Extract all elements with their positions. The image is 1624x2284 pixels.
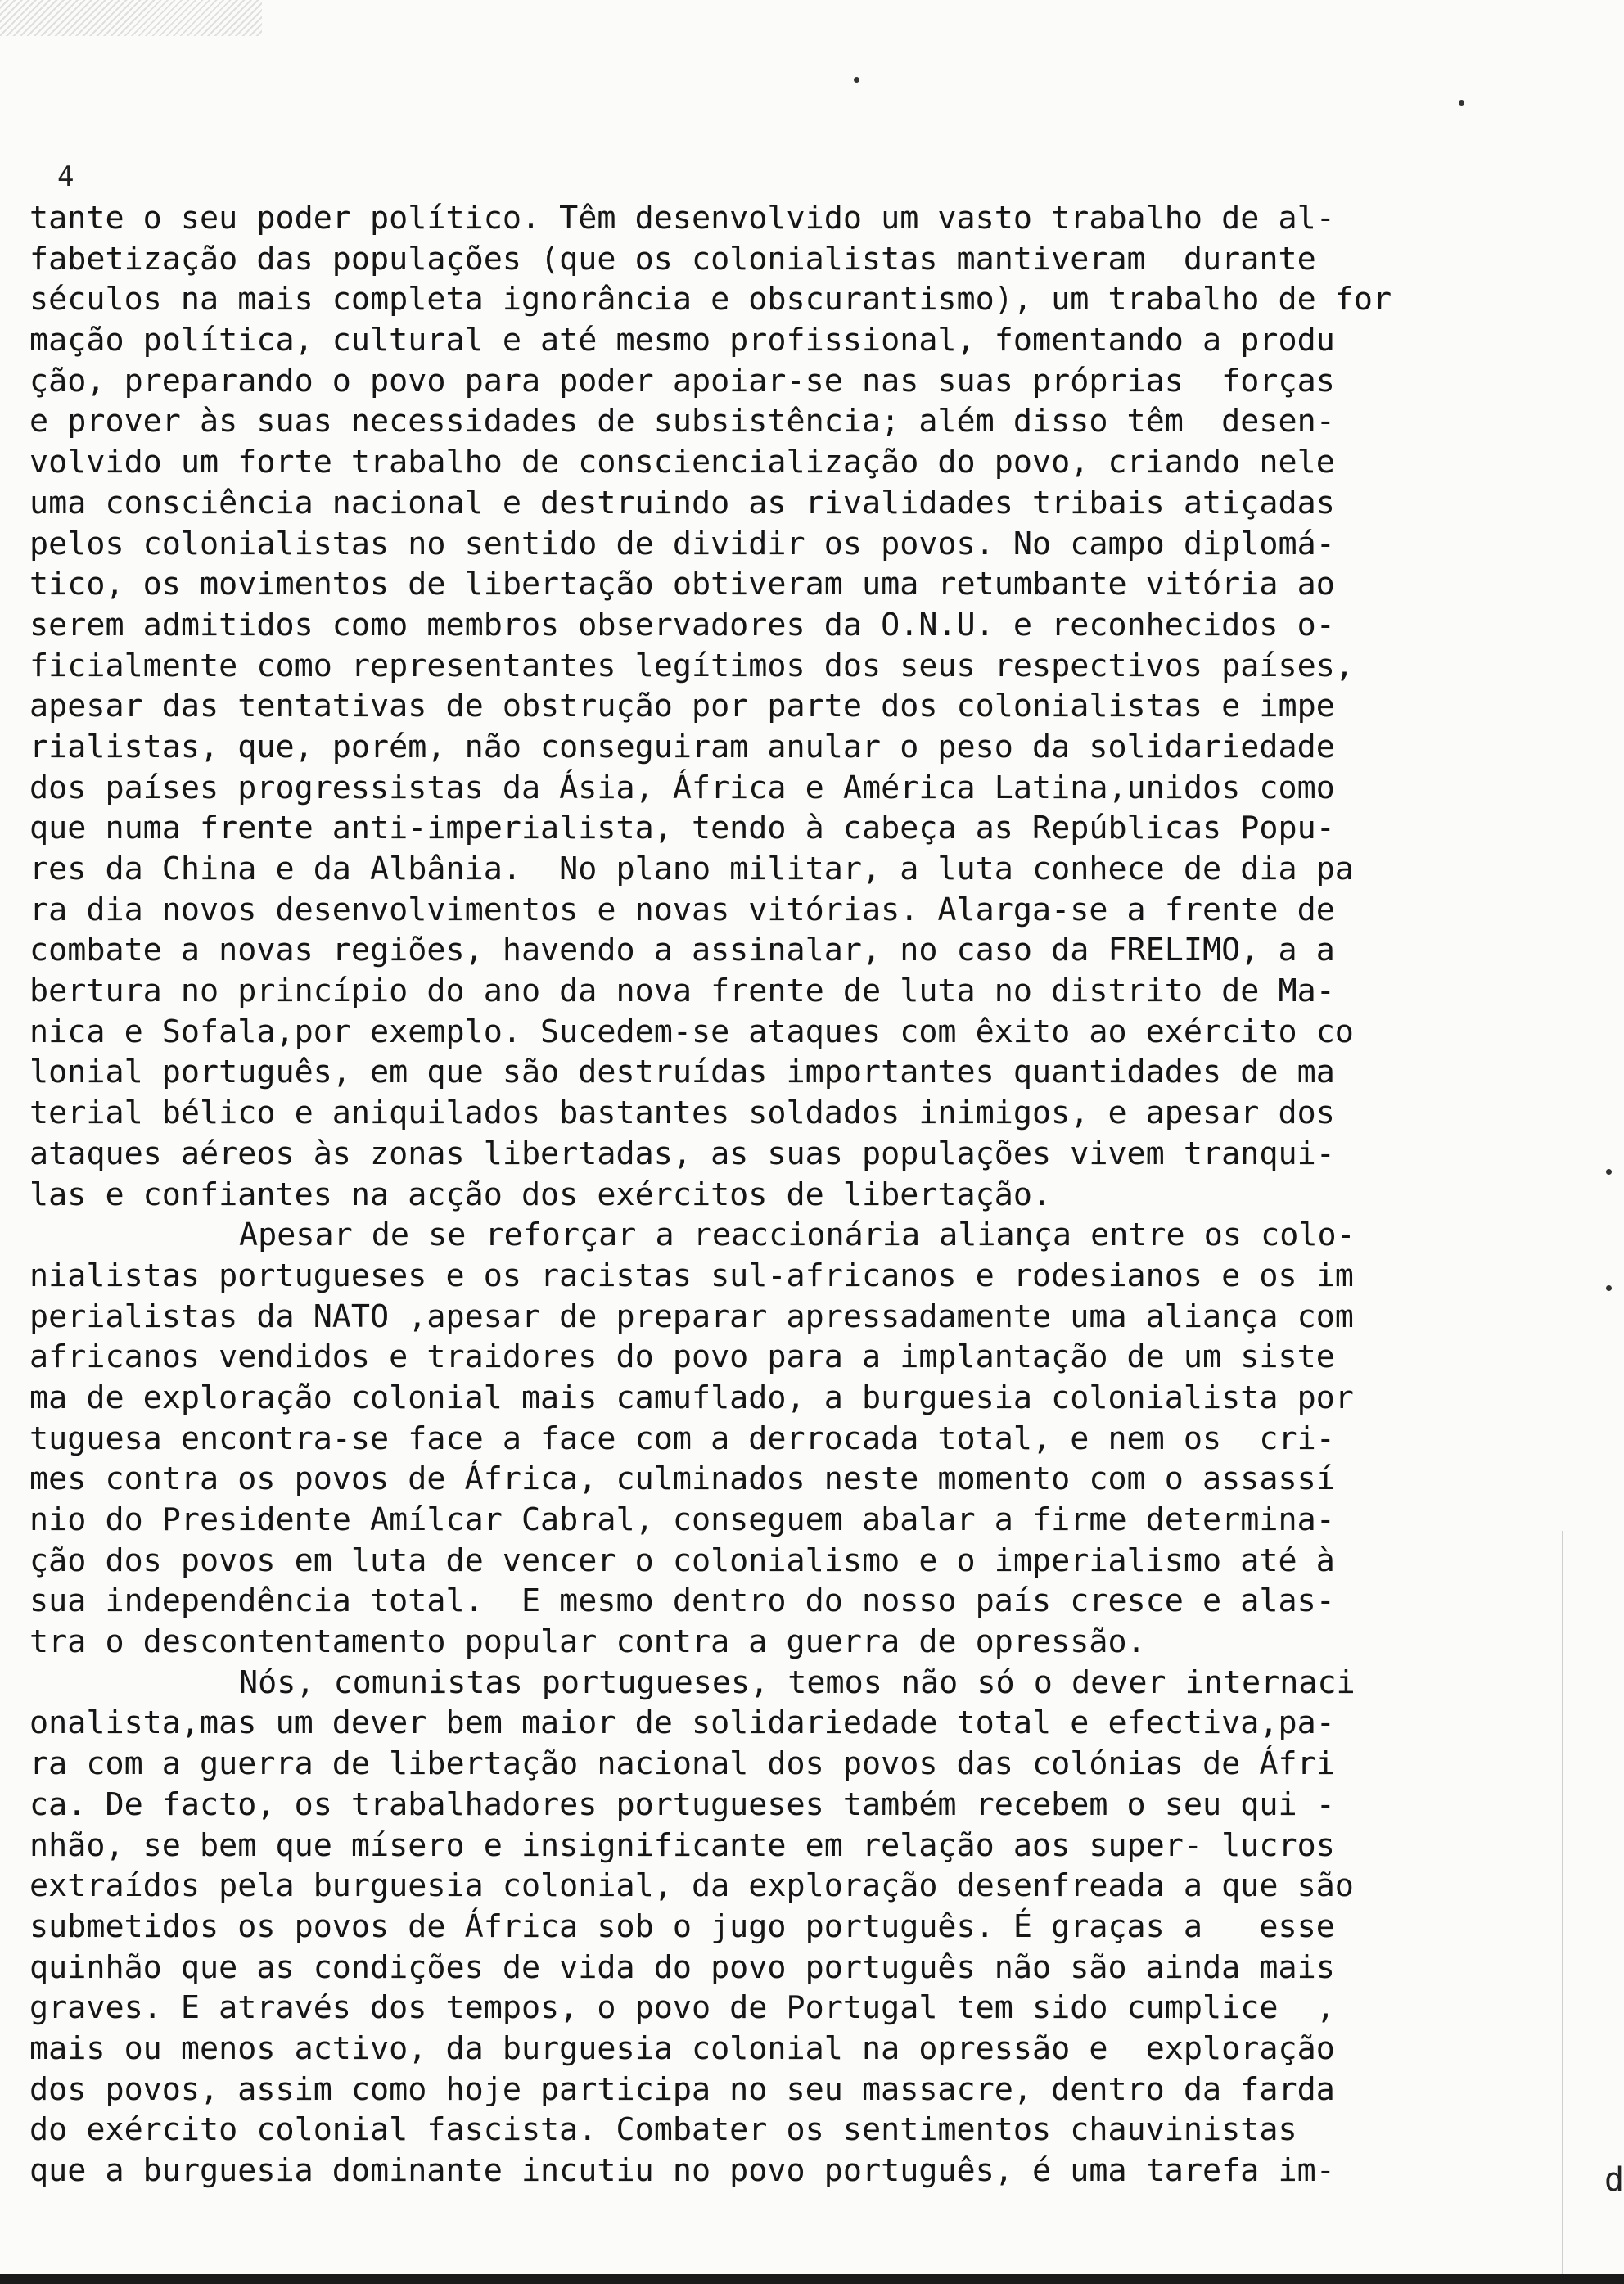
text-line: las e confiantes na acção dos exércitos de libertação. [29,1176,1052,1213]
text-line: que numa frente anti-imperialista, tendo à cabeça as Repúblicas Popu- [29,810,1335,847]
text-line: ma de exploração colonial mais camuflado, a burguesia colonialista por [29,1379,1354,1416]
text-line: perialistas da NATO ,apesar de preparar apressadamente uma aliança com [29,1298,1354,1335]
page-mark: 4 [57,160,74,193]
text-line: lonial português, em que são destruídas importantes quantidades de ma [29,1054,1335,1091]
scan-dot [1606,1169,1612,1175]
text-line: que a burguesia dominante incutiu no povo português, é uma tarefa im- [29,2152,1335,2189]
text-line: dos países progressistas da Ásia, África e América Latina,unidos como [29,769,1335,806]
bottom-rule [0,2274,1624,2284]
scan-dot [854,77,859,83]
text-line: nica e Sofala,por exemplo. Sucedem-se ataques com êxito ao exército co [29,1013,1354,1050]
text-line: rialistas, que, porém, não conseguiram anular o peso da solidariedade [29,728,1335,765]
text-line: bertura no princípio do ano da nova frente de luta no distrito de Ma- [29,973,1335,1010]
text-line: uma consciência nacional e destruindo as rivalidades tribais atiçadas [29,484,1335,521]
text-line: ção dos povos em luta de vencer o colonialismo e o imperialismo até à [29,1541,1335,1579]
text-line: volvido um forte trabalho de consciencialização do povo, criando nele [29,444,1335,481]
text-line: Apesar de se reforçar a reaccionária aliança entre os colo- [239,1216,1356,1254]
text-line: fabetização das populações (que os colonialistas mantiveram durante [29,240,1316,278]
text-line: tico, os movimentos de libertação obtiveram uma retumbante vitória ao [29,566,1335,603]
text-line: graves. E através dos tempos, o povo de Portugal tem sido cumplice , [29,1989,1335,2027]
margin-mark: d [1604,2161,1624,2199]
text-line: serem admitidos como membros observadores da O.N.U. e reconhecidos o- [29,606,1335,643]
text-line: do exército colonial fascista. Combater os sentimentos chauvinistas [29,2111,1297,2149]
text-line: mação política, cultural e até mesmo profissional, fomentando a produ [29,322,1335,359]
text-line: pelos colonialistas no sentido de dividir os povos. No campo diplomá- [29,525,1335,562]
text-line: nio do Presidente Amílcar Cabral, conseguem abalar a firme determina- [29,1501,1335,1538]
text-line: tra o descontentamento popular contra a guerra de opressão. [29,1623,1146,1661]
text-line: ção, preparando o povo para poder apoiar-se nas suas próprias forças [29,362,1335,399]
text-line: ra dia novos desenvolvimentos e novas vitórias. Alarga-se a frente de [29,891,1335,928]
scan-dot [1459,100,1464,106]
text-line: africanos vendidos e traidores do povo para a implantação de um siste [29,1338,1335,1376]
text-line: e prover às suas necessidades de subsistência; além disso têm desen- [29,403,1335,440]
text-line: nhão, se bem que mísero e insignificante em relação aos super- lucros [29,1826,1335,1864]
text-line: ficialmente como representantes legítimos dos seus respectivos países, [29,647,1354,684]
text-line: combate a novas regiões, havendo a assinalar, no caso da FRELIMO, a a [29,932,1335,969]
text-line: mais ou menos activo, da burguesia colonial na opressão e exploração [29,2029,1335,2067]
text-line: res da China e da Albânia. No plano militar, a luta conhece de dia pa [29,851,1354,887]
text-line: ra com a guerra de libertação nacional dos povos das colónias de Áfri [29,1745,1335,1783]
scan-dot [1606,1285,1612,1291]
text-line: tuguesa encontra-se face a face com a derrocada total, e nem os cri- [29,1420,1335,1457]
text-line: sua independência total. E mesmo dentro do nosso país cresce e alas- [29,1582,1335,1620]
text-line: nialistas portugueses e os racistas sul-africanos e rodesianos e os im [29,1257,1354,1294]
text-line: ataques aéreos às zonas libertadas, as suas populações vivem tranqui- [29,1135,1335,1172]
text-line: ca. De facto, os trabalhadores portugueses também recebem o seu qui - [29,1785,1335,1823]
body-text [29,198,1544,2191]
text-line: apesar das tentativas de obstrução por parte dos colonialistas e impe [29,688,1335,725]
text-line: tante o seu poder político. Têm desenvolvido um vasto trabalho de al- [29,200,1335,237]
text-line: Nós, comunistas portugueses, temos não só o dever internaci [239,1663,1356,1701]
text-line: terial bélico e aniquilados bastantes soldados inimigos, e apesar dos [29,1095,1335,1132]
edge-line [1562,1531,1563,2284]
text-line: dos povos, assim como hoje participa no seu massacre, dentro da farda [29,2070,1335,2108]
text-line: submetidos os povos de África sob o jugo português. É graças a esse [29,1907,1335,1945]
scan-speckle [0,0,262,36]
text-line: onalista,mas um dever bem maior de solidariedade total e efectiva,pa- [29,1704,1335,1742]
text-line: séculos na mais completa ignorância e obscurantismo), um trabalho de for [29,281,1392,318]
text-line: quinhão que as condições de vida do povo português não são ainda mais [29,1948,1335,1986]
text-line: extraídos pela burguesia colonial, da exploração desenfreada a que são [29,1867,1354,1905]
text-line: mes contra os povos de África, culminados neste momento com o assassí [29,1460,1335,1498]
